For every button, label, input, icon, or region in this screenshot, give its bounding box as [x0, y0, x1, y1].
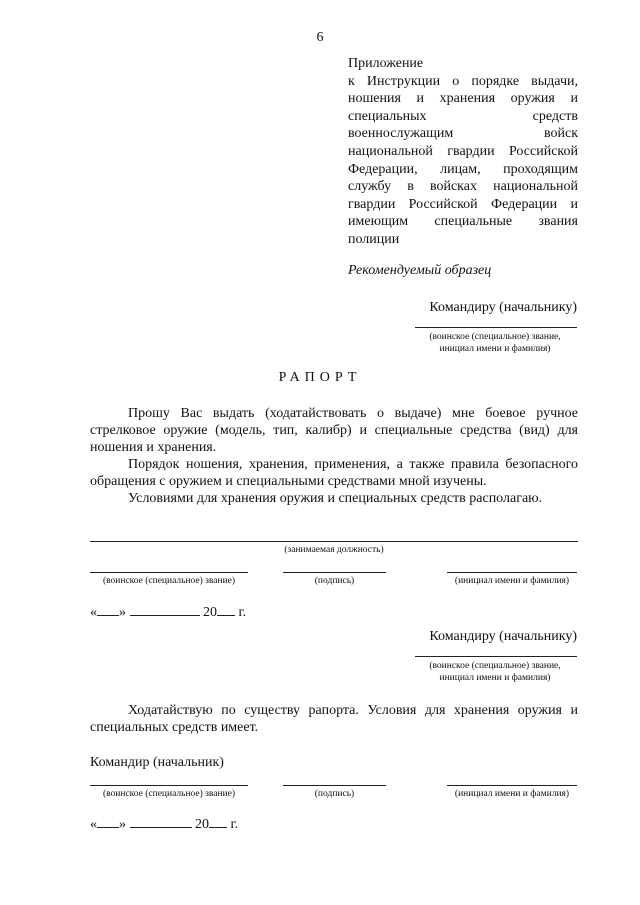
appendix-line: имеющим специальные звания — [348, 214, 578, 230]
caption-line: (воинское (специальное) звание, — [429, 332, 561, 342]
year-prefix: 20 — [195, 817, 209, 832]
appendix-line: военнослужащим войск — [348, 126, 578, 142]
addressee-title: Командиру (начальнику) — [429, 300, 577, 315]
day-blank — [97, 815, 119, 828]
date-field — [90, 815, 238, 833]
report-body — [90, 405, 578, 507]
rank-line — [90, 785, 248, 786]
date-open-quote: « — [90, 605, 97, 620]
rank-caption: (воинское (специальное) звание) — [102, 789, 236, 799]
appendix-line: специальных средств — [348, 108, 578, 124]
appendix-line: службу в войсках национальной — [348, 179, 578, 195]
date-open-quote: « — [90, 817, 97, 832]
document-title: РАПОРТ — [278, 370, 362, 385]
position-caption: (занимаемая должность) — [284, 545, 384, 555]
year-suffix: г. — [230, 817, 239, 832]
year-suffix: г. — [238, 605, 247, 620]
appendix-line: национальной гвардии Российской — [348, 143, 578, 159]
day-blank — [97, 603, 119, 616]
caption-line: инициал имени и фамилия) — [439, 673, 551, 683]
signature-line — [283, 572, 386, 573]
appendix-line: гвардии Российской Федерации и — [348, 196, 578, 212]
date-close-quote: » — [119, 817, 126, 832]
caption-line: инициал имени и фамилия) — [439, 344, 551, 354]
date-field — [90, 603, 246, 621]
caption-line: (воинское (специальное) звание, — [429, 661, 561, 671]
addressee-caption — [405, 660, 585, 684]
addressee-line — [415, 327, 577, 328]
body-paragraph: Порядок ношения, хранения, применения, а также правила безопасного обращения с оружием и специальными средствами мной изучены. — [90, 457, 578, 489]
petition-paragraph: Ходатайствую по существу рапорта. Условия для хранения оружия и специальных средств имеет. — [90, 703, 578, 735]
addressee-title: Командиру (начальнику) — [429, 629, 577, 644]
name-caption: (инициал имени и фамилия) — [454, 576, 570, 586]
date-close-quote: » — [119, 605, 126, 620]
appendix-line: Приложение — [348, 56, 424, 71]
name-line — [447, 785, 577, 786]
year-blank — [217, 603, 235, 616]
recommended-sample-label: Рекомендуемый образец — [348, 263, 492, 278]
appendix-line: Федерации, лицам, проходящим — [348, 161, 578, 177]
year-prefix: 20 — [203, 605, 217, 620]
rank-line — [90, 572, 248, 573]
addressee-line — [415, 656, 577, 657]
appendix-line: к Инструкции о порядке выдачи, — [348, 73, 578, 89]
commander-title: Командир (начальник) — [90, 755, 224, 770]
body-paragraph: Условиями для хранения оружия и специальных средств располагаю. — [128, 491, 543, 506]
signature-caption: (подпись) — [314, 789, 355, 799]
signature-caption: (подпись) — [314, 576, 355, 586]
name-line — [447, 572, 577, 573]
page-number: 6 — [316, 30, 324, 45]
body-paragraph: Прошу Вас выдать (ходатайствовать о выдаче) мне боевое ручное стрелковое оружие (модель, тип, калибр) и специальные средства (вид) для ношения и хранения. — [90, 406, 578, 455]
signature-line — [283, 785, 386, 786]
year-blank — [209, 815, 227, 828]
rank-caption: (воинское (специальное) звание) — [102, 576, 236, 586]
month-blank — [130, 603, 200, 616]
appendix-line: ношения и хранения оружия и — [348, 91, 578, 107]
petition-block — [90, 702, 578, 736]
name-caption: (инициал имени и фамилия) — [454, 789, 570, 799]
addressee-caption — [405, 331, 585, 355]
position-line — [90, 541, 578, 542]
month-blank — [130, 815, 192, 828]
appendix-line: полиции — [348, 231, 400, 247]
appendix-block — [348, 55, 578, 249]
